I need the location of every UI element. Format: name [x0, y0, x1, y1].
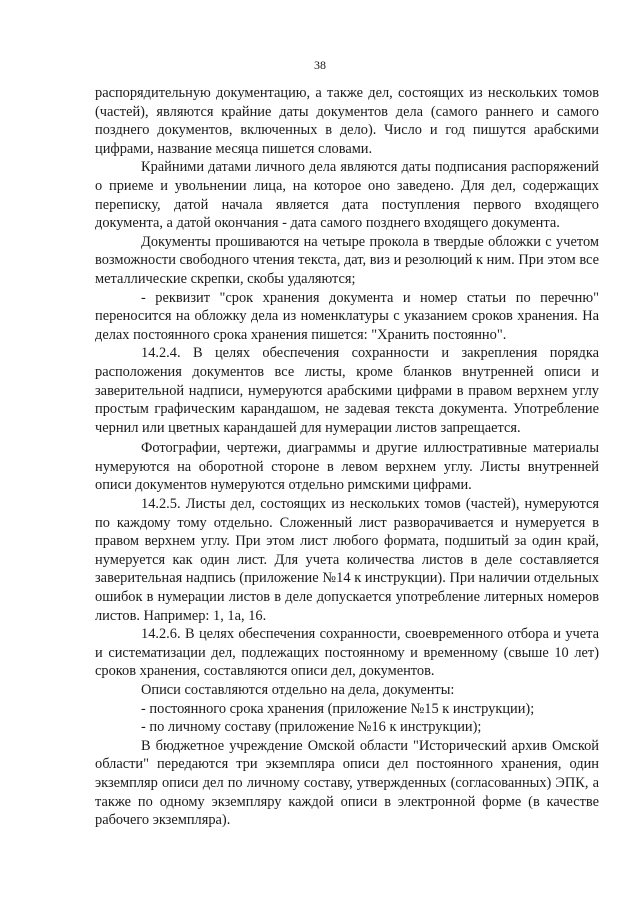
list-item: - постоянного срока хранения (приложение №15 к инструкции);: [141, 700, 535, 717]
paragraph: Крайними датами личного дела являются даты подписания распоряжений о приеме и увольнении лица, на которое оно заведено. Для дел, содержащих переписку, датой начала является дата поступления первого входящего документа, а датой окончания - дата самого позднего входящего документа.: [95, 159, 599, 232]
paragraph: 14.2.5. Листы дел, состоящих из нескольких томов (частей), нумеруются по каждому тому отдельно. Сложенный лист разворачивается и нумеруется в правом верхнем углу. При этом лист любого формата, подшитый за один край, нумеруется как один лист. Для учета количества листов в деле составляется заверительная надпись (приложение №14 к инструкции). При наличии отдельных ошибок в нумерации листов в деле допускается употребление литерных номеров листов. Например: 1, 1а, 16.: [95, 496, 599, 624]
page-number: 38: [314, 58, 326, 72]
list-item: - по личному составу (приложение №16 к инструкции);: [141, 719, 482, 736]
paragraph: 14.2.6. В целях обеспечения сохранности, своевременного отбора и учета и систематизации дел, подлежащих постоянному и временному (свыше 10 лет) сроков хранения, составляются описи дел, документов.: [95, 626, 599, 680]
paragraph: Описи составляются отдельно на дела, документы:: [141, 682, 455, 698]
paragraph: В бюджетное учреждение Омской области "Исторический архив Омской области" передаются три экземпляра описи дел постоянного хранения, один экземпляр описи дел по личному составу, утвержденных (согласованных) ЭПК, а также по одному экземпляру каждой описи в электронной форме (в качестве рабочего экземпляра).: [95, 737, 599, 829]
paragraph: 14.2.4. В целях обеспечения сохранности и закрепления порядка расположения документов все листы, кроме бланков внутренней описи и заверительной надписи, нумеруются арабскими цифрами в правом верхнем углу простым графическим карандашом, не задевая текста документа. Употребление чернил или цветных карандашей для нумерации листов запрещается.: [95, 345, 599, 436]
document-body: [95, 84, 599, 830]
paragraph: - реквизит "срок хранения документа и номер статьи по перечню" переносится на обложку дела из номенклатуры с указанием сроков хранения. На делах постоянного срока хранения пишется: "Хранить постоянно".: [95, 289, 599, 343]
paragraph: Фотографии, чертежи, диаграммы и другие иллюстративные материалы нумеруются на оборотной стороне в левом верхнем углу. Листы внутренней описи документов нумеруются отдельно римскими цифрами.: [95, 440, 599, 494]
paragraph: распорядительную документацию, а также дел, состоящих из нескольких томов (частей), являются крайние даты документов дела (самого раннего и самого позднего документов, включенных в дело). Число и год пишутся арабскими цифрами, название месяца пишется словами.: [95, 85, 599, 157]
paragraph: Документы прошиваются на четыре прокола в твердые обложки с учетом возможности свободного чтения текста, дат, виз и резолюций к ним. При этом все металлические скрепки, скобы удаляются;: [95, 233, 599, 287]
